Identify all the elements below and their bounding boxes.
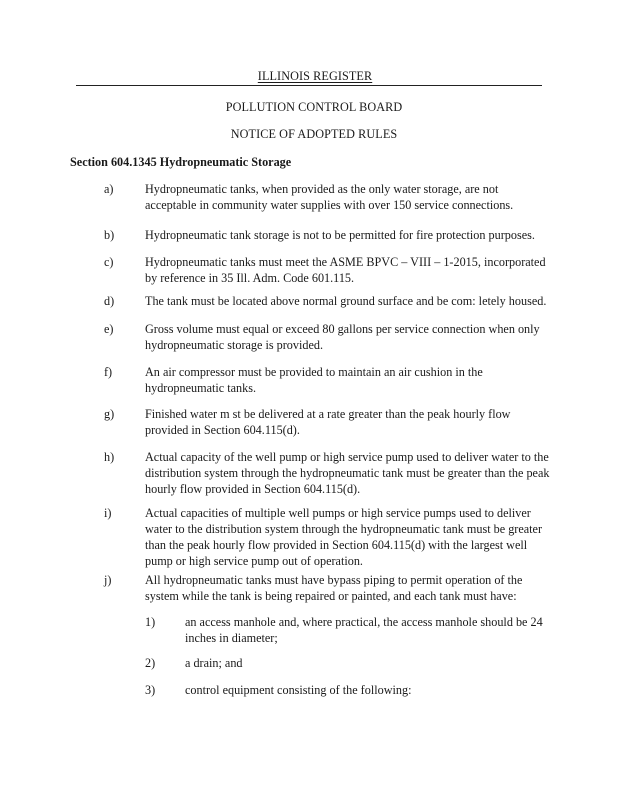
- item-label: e): [104, 322, 114, 336]
- item-text: An air compressor must be provided to maintain an air cushion in the hydropneumatic tanks.: [145, 365, 483, 395]
- item-text: Hydropneumatic tank storage is not to be permitted for fire protection purposes.: [145, 228, 535, 242]
- item-label: g): [104, 407, 115, 421]
- item-text: Finished water m st be delivered at a rate greater than the peak hourly flow provided in Section 604.115(d).: [145, 407, 511, 437]
- item-text: Hydropneumatic tanks must meet the ASME BPVC – VIII – 1-2015, incorporated by reference in 35 Ill. Adm. Code 601.115.: [145, 255, 546, 285]
- subitem-text: an access manhole and, where practical, the access manhole should be 24 inches in diameter;: [185, 615, 543, 645]
- item-label: i): [104, 506, 112, 520]
- item-text: Actual capacities of multiple well pumps or high service pumps used to deliver water to the distribution system through the hydropneumatic tank must be greater than the peak hourly flow provided in Section 604.115(d) with the largest well pump or high service pump out of operation.: [145, 506, 543, 568]
- item-label: f): [104, 365, 113, 379]
- item-label: h): [104, 450, 115, 464]
- section-heading: Section 604.1345 Hydropneumatic Storage: [70, 155, 292, 169]
- register-title-text: ILLINOIS REGISTER: [257, 69, 373, 83]
- item-text: Hydropneumatic tanks, when provided as the only water storage, are not acceptable in community water supplies with over 150 service connections.: [145, 182, 514, 212]
- item-text: Actual capacity of the well pump or high service pump used to deliver water to the distribution system through the hydropneumatic tank must be greater than the peak hourly flow provided in Section 604.115(d).: [145, 450, 550, 496]
- subitem-label: 1): [145, 615, 156, 629]
- item-label: d): [104, 294, 115, 308]
- board-title: POLLUTION CONTROL BOARD: [225, 100, 403, 114]
- subitem-text: a drain; and: [185, 656, 243, 670]
- header-rule: [76, 85, 542, 86]
- item-text: All hydropneumatic tanks must have bypass piping to permit operation of the system while the tank is being repaired or painted, and each tank must have:: [145, 573, 523, 603]
- item-label: b): [104, 228, 115, 242]
- subitem-label: 2): [145, 656, 156, 670]
- item-text: The tank must be located above normal ground surface and be com: letely housed.: [145, 294, 547, 308]
- item-label: c): [104, 255, 114, 269]
- item-label: j): [104, 573, 112, 587]
- item-label: a): [104, 182, 114, 196]
- subitem-text: control equipment consisting of the following:: [185, 683, 412, 697]
- register-title: [6, 69, 618, 84]
- notice-title: NOTICE OF ADOPTED RULES: [230, 127, 398, 141]
- subitem-label: 3): [145, 683, 156, 697]
- item-text: Gross volume must equal or exceed 80 gallons per service connection when only hydropneumatic storage is provided.: [145, 322, 540, 352]
